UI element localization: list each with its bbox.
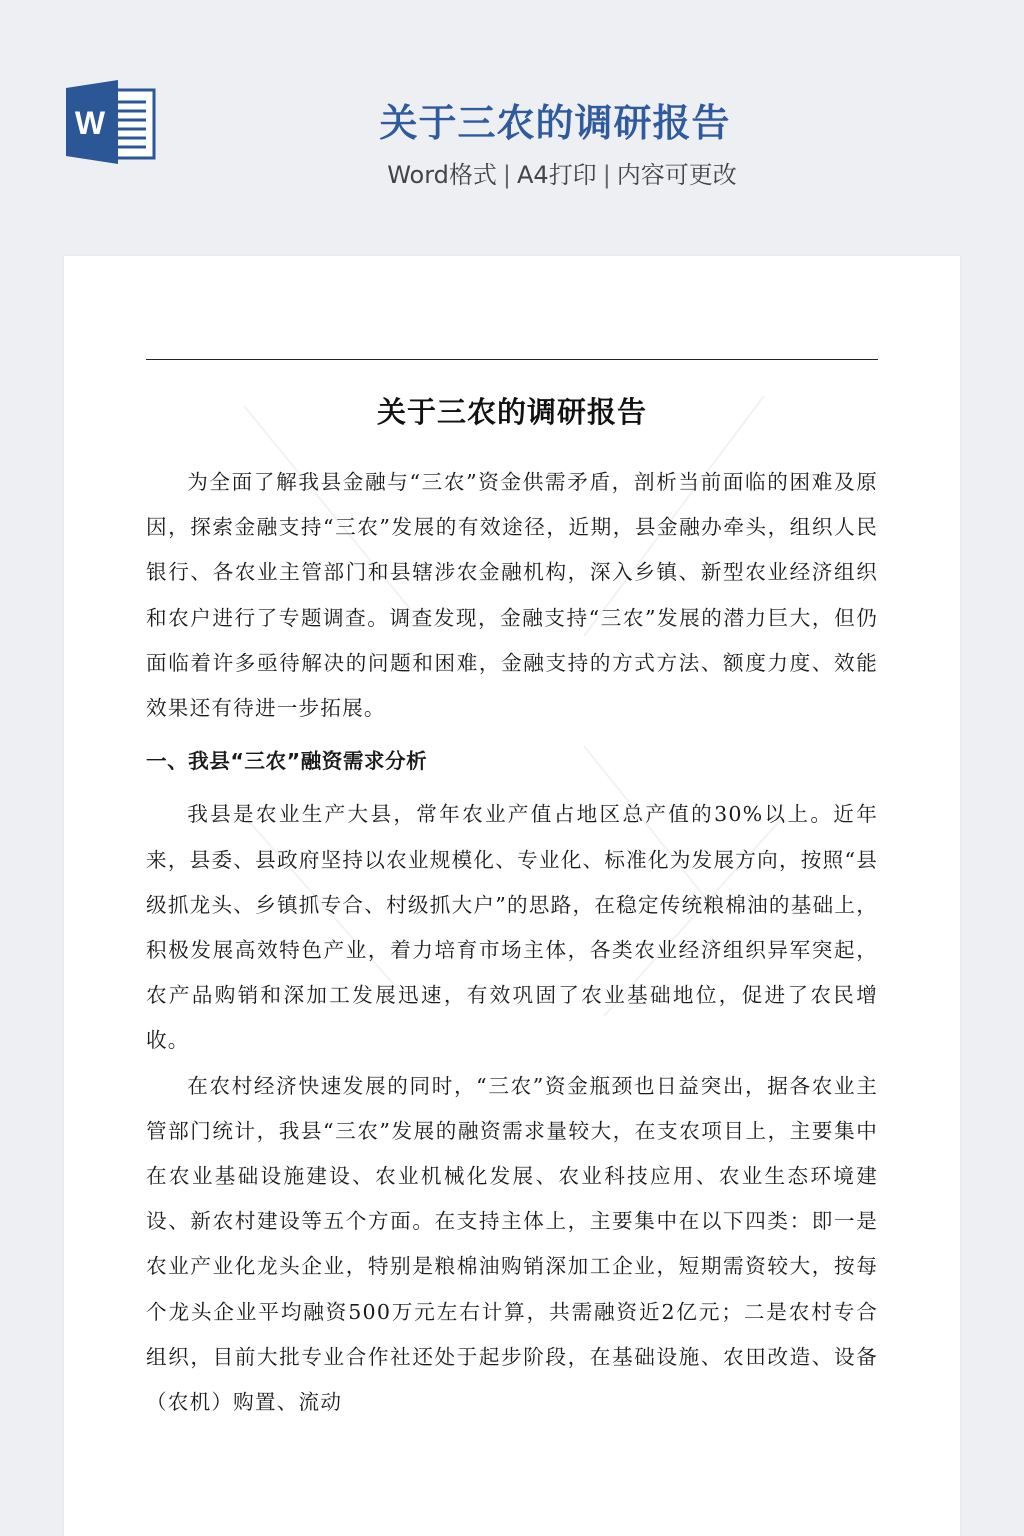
document-page [64,256,960,1536]
banner-title: 关于三农的调研报告 [379,101,731,145]
document-title: 关于三农的调研报告 [376,395,647,429]
banner-subtitle [0,155,1024,190]
paragraph-county-overview: 我县是农业生产大县，常年农业产值占地区总产值的30%以上。近年来，县委、县政府坚持以农业规模化、专业化、标准化为发展方向，按照“县级抓龙头、乡镇抓专合、村级抓大户”的思路，在稳定传统粮棉油的基础上，积极发展高效特色产业，着力培育市场主体，各类农业经济组织异军突起，农产品购销和深加工发展迅速，有效巩固了农业基础地位，促进了农民增收。 [146,802,878,1053]
subtitle-separator: | [502,161,511,189]
word-letter: W [74,105,106,141]
paragraph-funding-demand: 在农村经济快速发展的同时，“三农”资金瓶颈也日益突出，据各农业主管部门统计，我县“三农”发展的融资需求量较大，在支农项目上，主要集中在农业基础设施建设、农业机械化发展、农业科技应用、农业生态环境建设、新农村建设等五个方面。在支持主体上，主要集中在以下四类：即一是农业产业化龙头企业，特别是粮棉油购销深加工企业，短期需资较大，按每个龙头企业平均融资500万元左右计算，共需融资近2亿元；二是农村专合组织，目前大批专业合作社还处于起步阶段，在基础设施、农田改造、设备（农机）购置、流动 [146,1073,878,1415]
subtitle-separator: | [602,161,611,189]
subtitle-editable: 内容可更改 [616,161,737,189]
section-heading: 一、我县“三农”融资需求分析 [146,749,428,774]
subtitle-print: A4打印 [517,161,597,189]
subtitle-format: Word格式 [387,161,497,189]
header-rule [146,359,878,360]
paragraph-intro: 为全面了解我县金融与“三农”资金供需矛盾，剖析当前面临的困难及原因，探索金融支持“三农”发展的有效途径，近期，县金融办牵头，组织人民银行、各农业主管部门和县辖涉农金融机构，深入乡镇、新型农业经济组织和农户进行了专题调查。调查发现，金融支持“三农”发展的潜力巨大，但仍面临着许多亟待解决的问题和困难，金融支持的方式方法、额度力度、效能效果还有待进一步拓展。 [146,470,878,721]
document-body [146,460,878,1425]
